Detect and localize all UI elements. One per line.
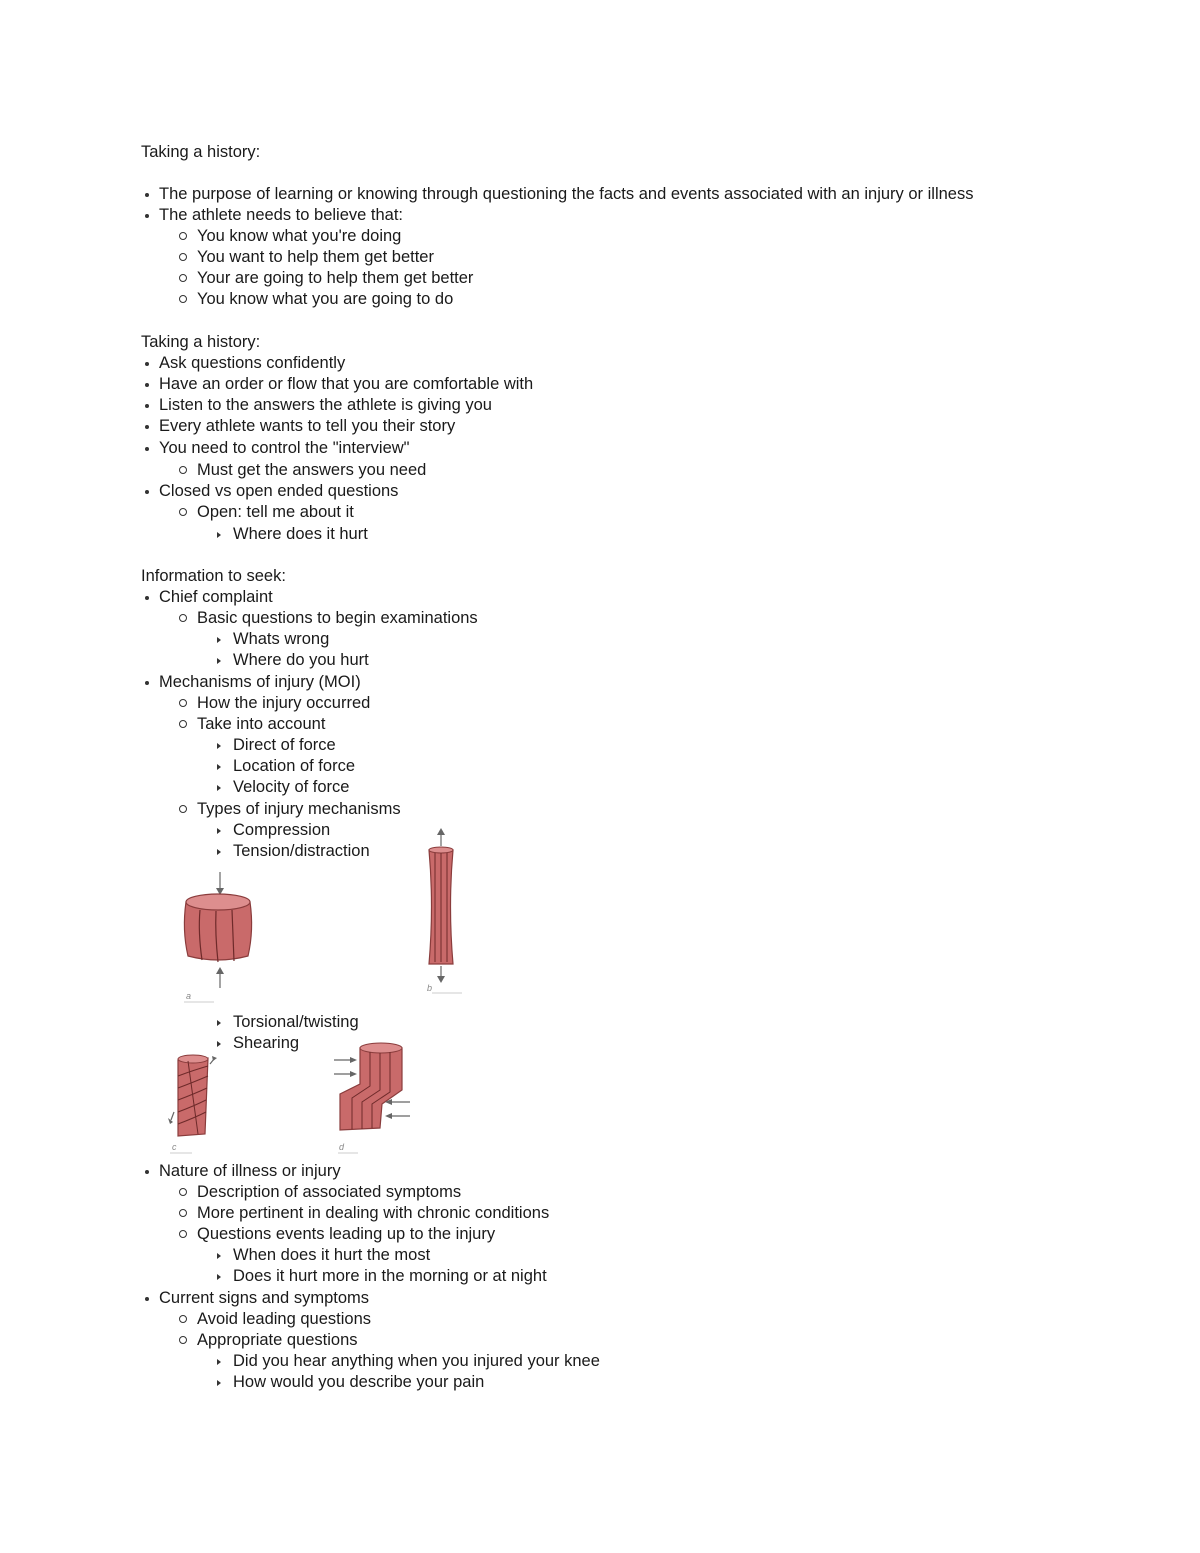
list-subsubitem: When does it hurt the most (233, 1246, 431, 1264)
list-item: Have an order or flow that you are comfortable with (159, 375, 534, 393)
arrow-bullet-marker (217, 764, 221, 770)
list-item: Chief complaint (159, 588, 273, 606)
list-item: The athlete needs to believe that: (159, 206, 404, 224)
arrow-bullet-marker (217, 1359, 221, 1365)
list-subsubitem: Tension/distraction (233, 842, 370, 860)
figure-label-b: b (427, 983, 433, 993)
list-subsubitem: Location of force (233, 757, 355, 775)
list-item: Closed vs open ended questions (159, 482, 399, 500)
list-subsubitem: Velocity of force (233, 778, 350, 796)
list-subitem: Open: tell me about it (197, 503, 354, 521)
list-subsubitem: How would you describe your pain (233, 1373, 485, 1391)
arrow-bullet-marker (217, 785, 221, 791)
circle-bullet-marker (179, 295, 187, 303)
list-subitem: How the injury occurred (197, 694, 371, 712)
arrow-bullet-marker (217, 658, 221, 664)
arrow-bullet-marker (217, 743, 221, 749)
section-heading: Information to seek: (141, 567, 286, 585)
circle-bullet-marker (179, 466, 187, 474)
list-subsubitem: Where do you hurt (233, 651, 369, 669)
list-subitem: Your are going to help them get better (197, 269, 474, 287)
arrow-bullet-marker (217, 532, 221, 538)
bullet-marker (145, 490, 149, 494)
list-subsubitem: Compression (233, 821, 331, 839)
list-subitem: Avoid leading questions (197, 1310, 371, 1328)
bullet-marker (145, 1297, 149, 1301)
tension-figure (422, 826, 472, 998)
circle-bullet-marker (179, 699, 187, 707)
bullet-marker (145, 425, 149, 429)
arrow-bullet-marker (217, 849, 221, 855)
list-subsubitem: Shearing (233, 1034, 300, 1052)
circle-bullet-marker (179, 253, 187, 261)
circle-bullet-marker (179, 274, 187, 282)
bullet-marker (145, 362, 149, 366)
list-subitem: Description of associated symptoms (197, 1183, 462, 1201)
bullet-marker (145, 681, 149, 685)
compression-figure (178, 868, 258, 1004)
arrow-bullet-marker (217, 828, 221, 834)
circle-bullet-marker (179, 1336, 187, 1344)
torsion-figure (164, 1050, 224, 1156)
section-heading: Taking a history: (141, 143, 261, 161)
circle-bullet-marker (179, 1315, 187, 1323)
list-subitem: Must get the answers you need (197, 461, 427, 479)
list-subsubitem: Direct of force (233, 736, 336, 754)
figure-label-a: a (186, 991, 192, 1001)
list-item: Nature of illness or injury (159, 1162, 341, 1180)
list-subitem: More pertinent in dealing with chronic conditions (197, 1204, 550, 1222)
shearing-figure (330, 1040, 420, 1156)
bullet-marker (145, 383, 149, 387)
figure-label-c: c (172, 1142, 177, 1152)
circle-bullet-marker (179, 720, 187, 728)
list-item: You need to control the "interview" (159, 439, 410, 457)
list-item: Every athlete wants to tell you their story (159, 417, 456, 435)
list-subitem: Types of injury mechanisms (197, 800, 401, 818)
circle-bullet-marker (179, 508, 187, 516)
arrow-bullet-marker (217, 1020, 221, 1026)
arrow-bullet-marker (217, 1274, 221, 1280)
list-subitem: Take into account (197, 715, 326, 733)
list-item: Ask questions confidently (159, 354, 346, 372)
list-subitem: Questions events leading up to the injury (197, 1225, 496, 1243)
circle-bullet-marker (179, 805, 187, 813)
list-subsubitem: Did you hear anything when you injured your knee (233, 1352, 600, 1370)
section-heading: Taking a history: (141, 333, 261, 351)
list-subitem: You want to help them get better (197, 248, 434, 266)
list-subitem: You know what you are going to do (197, 290, 454, 308)
list-subsubitem: Does it hurt more in the morning or at night (233, 1267, 547, 1285)
arrow-bullet-marker (217, 637, 221, 643)
arrow-bullet-marker (217, 1253, 221, 1259)
arrow-bullet-marker (217, 1380, 221, 1386)
circle-bullet-marker (179, 1209, 187, 1217)
list-item: The purpose of learning or knowing through questioning the facts and events associated with an injury or illness (159, 185, 974, 203)
bullet-marker (145, 1170, 149, 1174)
list-subitem: Appropriate questions (197, 1331, 358, 1349)
circle-bullet-marker (179, 232, 187, 240)
list-subsubitem: Where does it hurt (233, 525, 368, 543)
circle-bullet-marker (179, 614, 187, 622)
list-item: Listen to the answers the athlete is giving you (159, 396, 492, 414)
figure-label-d: d (339, 1142, 345, 1152)
circle-bullet-marker (179, 1230, 187, 1238)
circle-bullet-marker (179, 1188, 187, 1196)
bullet-marker (145, 404, 149, 408)
bullet-marker (145, 596, 149, 600)
list-subsubitem: Whats wrong (233, 630, 330, 648)
list-subitem: Basic questions to begin examinations (197, 609, 478, 627)
bullet-marker (145, 447, 149, 451)
list-subsubitem: Torsional/twisting (233, 1013, 359, 1031)
arrow-bullet-marker (217, 1041, 221, 1047)
list-item: Mechanisms of injury (MOI) (159, 673, 361, 691)
bullet-marker (145, 193, 149, 197)
list-item: Current signs and symptoms (159, 1289, 369, 1307)
list-subitem: You know what you're doing (197, 227, 402, 245)
bullet-marker (145, 214, 149, 218)
